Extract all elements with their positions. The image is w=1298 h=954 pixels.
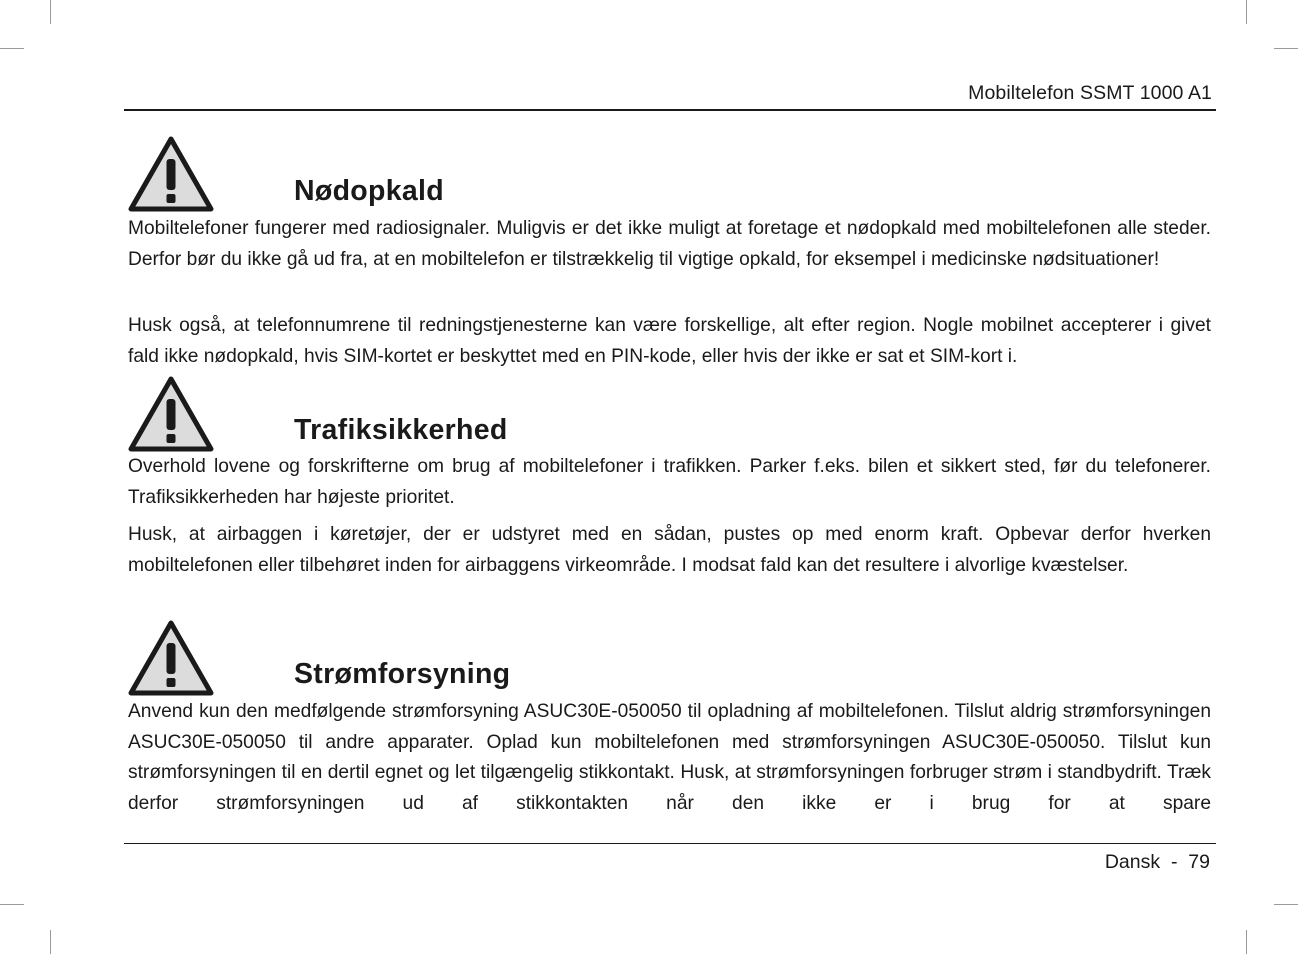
warning-triangle-icon — [128, 620, 214, 696]
crop-mark — [1246, 0, 1247, 24]
section-title: Trafiksikkerhed — [294, 414, 508, 446]
page-footer — [1105, 851, 1210, 874]
page-number: 79 — [1188, 851, 1210, 873]
page-header-title: Mobiltelefon SSMT 1000 A1 — [968, 82, 1212, 104]
section-title: Nødopkald — [294, 175, 444, 207]
footer-rule — [124, 843, 1216, 844]
crop-mark — [50, 930, 51, 954]
paragraph: Husk, at airbaggen i køretøjer, der er udstyret med en sådan, pustes op med enorm kraft. Opbevar derfor hverken mobiltelefonen eller tilbehøret inden for airbaggens virkeområde. I modsat fald kan det resultere i alvorlige kvæstelser. — [128, 524, 1211, 576]
paragraph: Husk også, at telefonnumrene til redningstjenesterne kan være forskellige, alt efter region. Nogle mobilnet accepterer i givet fald ikke nødopkald, hvis SIM-kortet er beskyttet med en PIN-kode, eller hvis der ikke er sat et SIM-kort i. — [128, 315, 1211, 367]
footer-language: Dansk — [1104, 851, 1161, 873]
warning-triangle-icon — [128, 376, 214, 452]
crop-mark — [1274, 48, 1298, 49]
paragraph: Mobiltelefoner fungerer med radiosignaler. Muligvis er det ikke muligt at foretage et nødopkald med mobiltelefonen alle steder. Derfor bør du ikke gå ud fra, at en mobiltelefon er tilstrækkelig til vigtige opkald, for eksempel i medicinske nødsituationer! — [128, 218, 1211, 270]
header-rule — [124, 109, 1216, 111]
section-title: Strømforsyning — [294, 658, 511, 690]
crop-mark — [0, 48, 24, 49]
paragraph: Anvend kun den medfølgende strømforsyning ASUC30E-050050 til opladning af mobiltelefonen. Tilslut aldrig strømforsyningen ASUC30E-050050 til andre apparater. Oplad kun mobiltelefonen med strømforsyningen ASUC30E-050050. Tilslut kun strømforsyningen til en dertil egnet og let tilgængelig stikkontakt. Husk, at strømforsyningen forbruger strøm i standbydrift. Træk derfor strømforsyningen ud af stikkontakten når den ikke er i brug for at spare — [128, 701, 1211, 814]
footer-separator: - — [1170, 851, 1178, 873]
crop-mark — [0, 904, 24, 905]
paragraph: Overhold lovene og forskrifterne om brug af mobiltelefoner i trafikken. Parker f.eks. bilen et sikkert sted, før du telefonerer. Trafiksikkerheden har højeste prioritet. — [128, 456, 1211, 508]
crop-mark — [1274, 904, 1298, 905]
crop-mark — [50, 0, 51, 24]
warning-triangle-icon — [128, 136, 214, 212]
crop-mark — [1246, 930, 1247, 954]
